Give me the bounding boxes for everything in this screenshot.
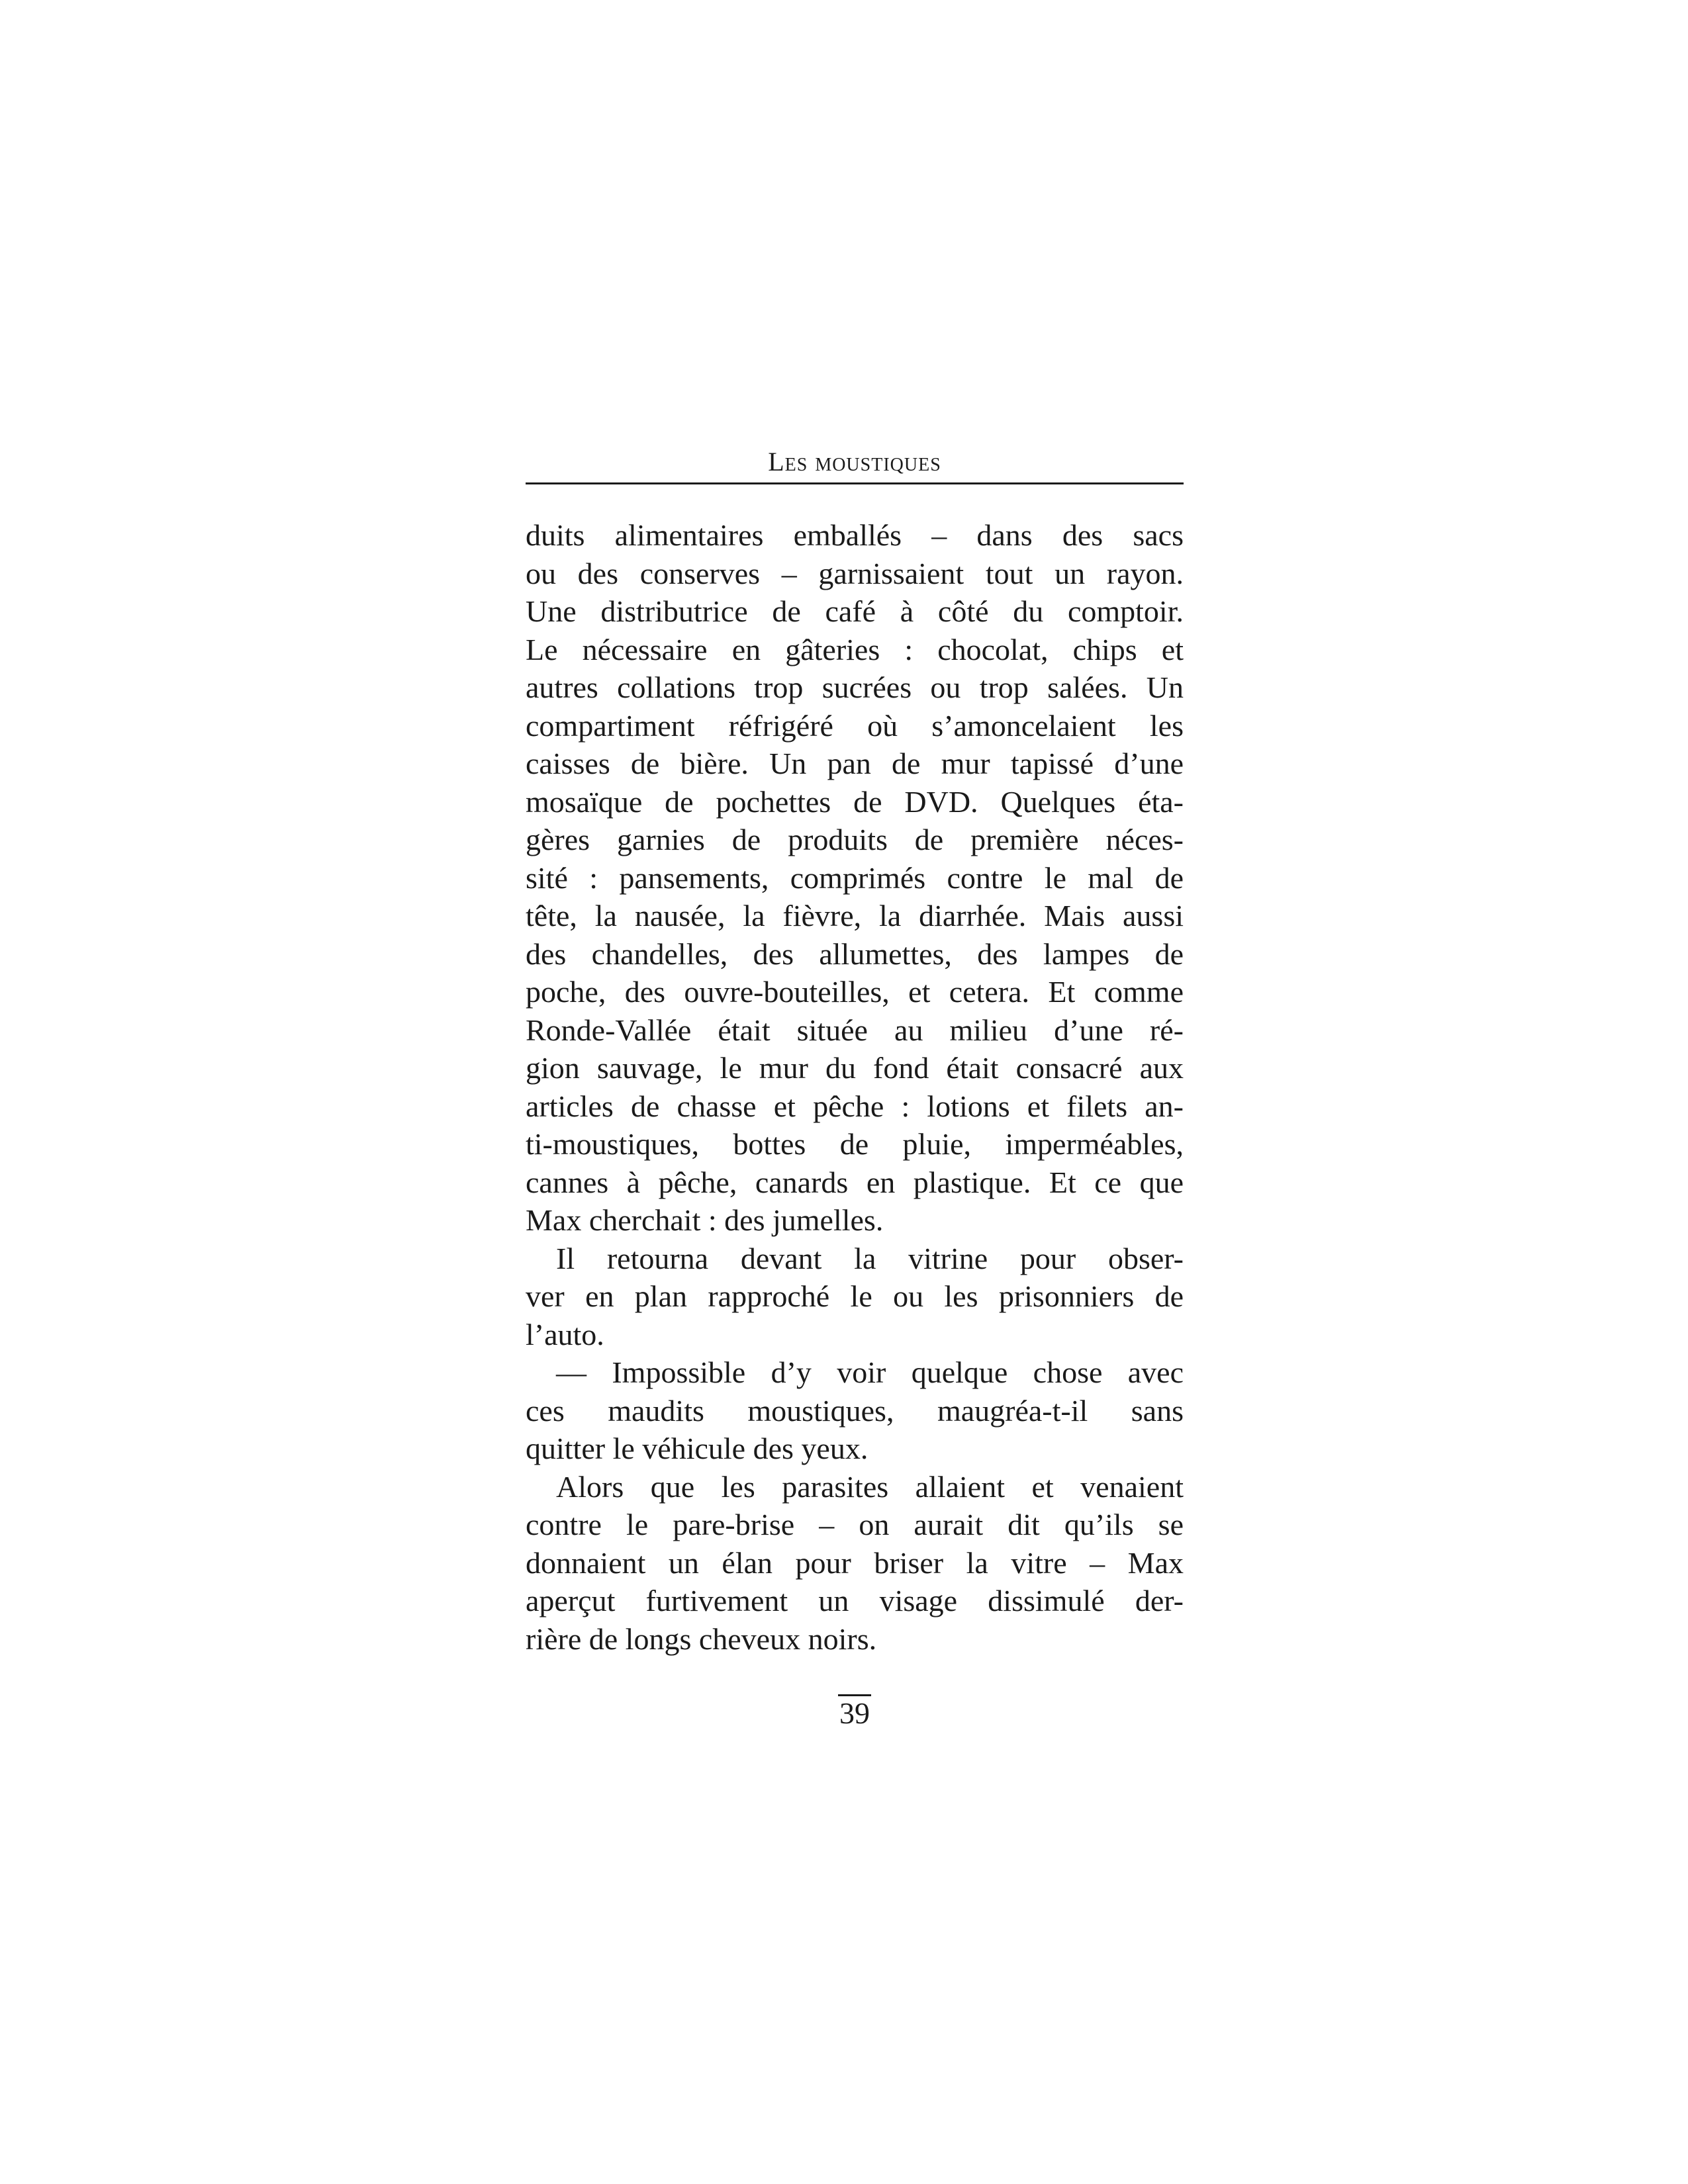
page-number [526,1694,1184,1732]
text-line: ti-moustiques, bottes de pluie, imperméables, [526,1127,1184,1161]
header-rule [526,482,1184,484]
text-line: l’auto. [526,1317,604,1351]
text-line: ver en plan rapproché le ou les prisonniers de [526,1279,1184,1313]
text-line: mosaïque de pochettes de DVD. Quelques éta- [526,784,1184,819]
text-line: gion sauvage, le mur du fond était consacré aux [526,1051,1184,1085]
text-line: Ronde-Vallée était située au milieu d’une ré- [526,1013,1184,1047]
text-line: Max cherchait : des jumelles. [526,1203,884,1237]
text-line: rière de longs cheveux noirs. [526,1621,877,1656]
text-line: des chandelles, des allumettes, des lampes de [526,936,1184,971]
text-line: duits alimentaires emballés – dans des sacs [526,518,1184,552]
running-header: Les moustiques [768,447,941,477]
text-line: donnaient un élan pour briser la vitre – Max [526,1545,1184,1580]
text-line: autres collations trop sucrées ou trop salées. Un [526,670,1184,704]
text-line: Une distributrice de café à côté du comptoir. [526,594,1184,628]
text-line: compartiment réfrigéré où s’amoncelaient les [526,708,1184,743]
text-line: cannes à pêche, canards en plastique. Et ce que [526,1165,1184,1199]
text-line: contre le pare-brise – on aurait dit qu’ils se [526,1508,1184,1541]
text-line: — Impossible d’y voir quelque chose avec [556,1355,1184,1389]
text-line: Il retourna devant la vitrine pour obser- [556,1241,1184,1275]
body-text [526,516,1184,1658]
text-line: ces maudits moustiques, maugréa-t-il sans [526,1393,1184,1428]
text-line: caisses de bière. Un pan de mur tapissé d’une [526,747,1184,780]
text-line: ou des conserves – garnissaient tout un rayon. [526,556,1184,590]
text-line: gères garnies de produits de première néces- [526,823,1184,856]
text-line: sité : pansements, comprimés contre le mal de [526,860,1184,895]
text-line: Le nécessaire en gâteries : chocolat, chips et [526,632,1184,666]
text-line: Alors que les parasites allaient et venaient [556,1469,1184,1504]
text-line: tête, la nausée, la fièvre, la diarrhée. Mais aussi [526,899,1184,933]
page-number-text: 39 [838,1694,871,1731]
text-line: quitter le véhicule des yeux. [526,1432,868,1465]
text-line: articles de chasse et pêche : lotions et filets an- [526,1089,1184,1123]
text-line: poche, des ouvre-bouteilles, et cetera. Et comme [526,975,1184,1009]
text-line: aperçut furtivement un visage dissimulé der- [526,1584,1184,1617]
